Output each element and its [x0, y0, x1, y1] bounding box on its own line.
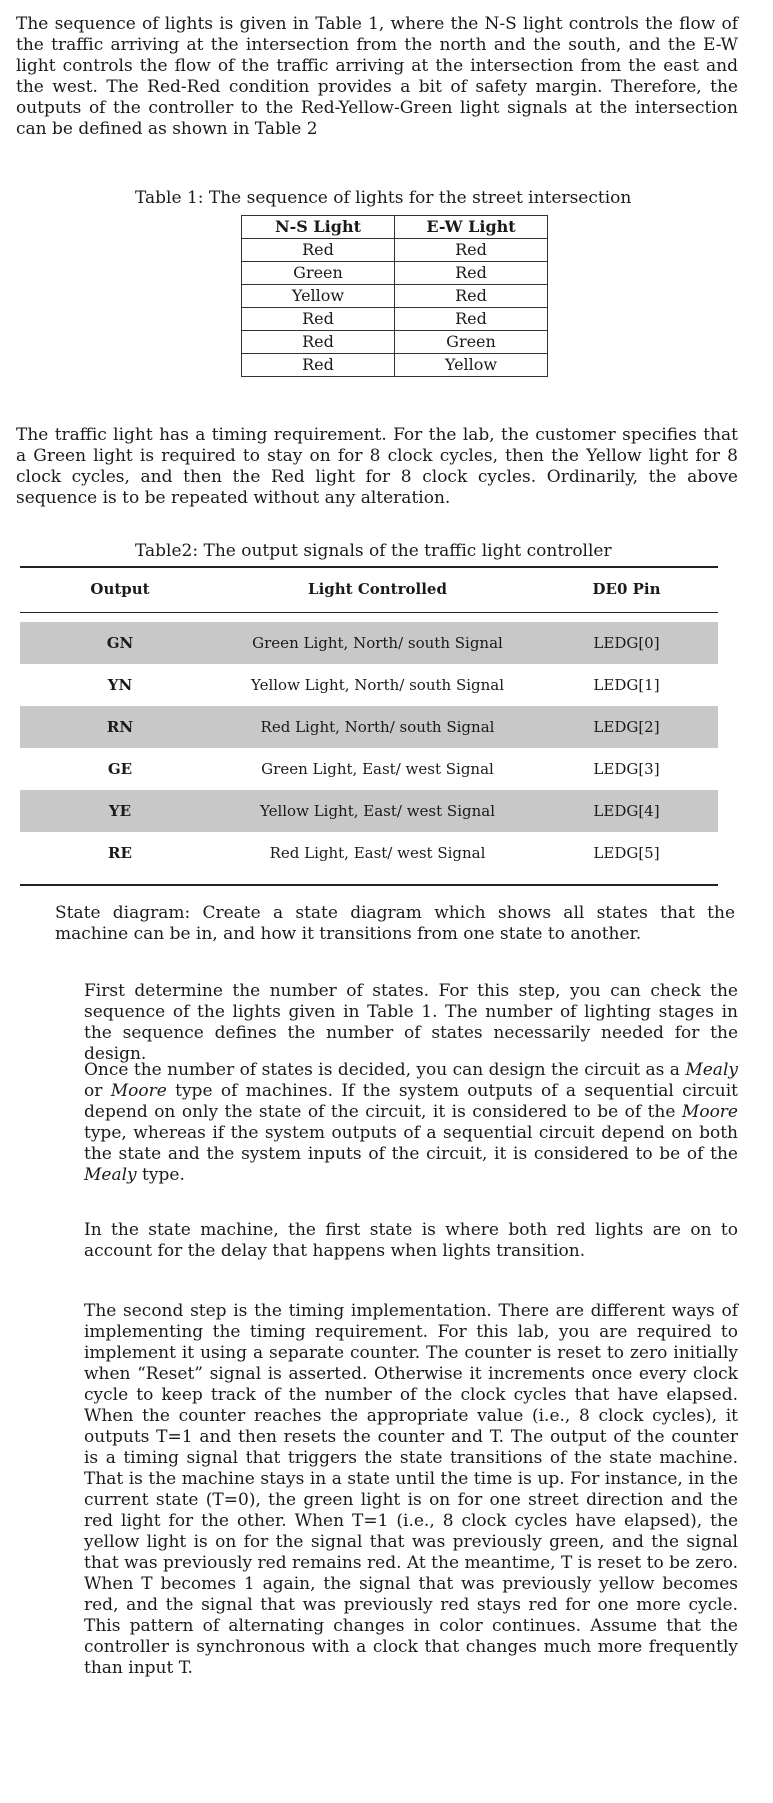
pin-cell: LEDG[4]: [535, 790, 718, 832]
output-cell: GN: [20, 622, 220, 664]
table-row: [20, 664, 718, 706]
table1-header-ns: N-S Light: [242, 216, 395, 239]
output-signals-table-frame: [20, 566, 718, 886]
table2-header-pin: DE0 Pin: [535, 568, 718, 612]
output-cell: GE: [107, 759, 133, 778]
first-state-paragraph: In the state machine, the first state is where both red lights are on to account for the delay that happens when lights transition.: [84, 1220, 738, 1261]
ew-cell: Yellow: [395, 354, 548, 377]
light-sequence-table: [241, 215, 548, 377]
table-row: [242, 308, 548, 331]
table-spacer: [20, 612, 718, 622]
output-cell: YE: [20, 790, 220, 832]
light-cell: Yellow Light, East/ west Signal: [220, 790, 535, 832]
table1-header-ew: E-W Light: [395, 216, 548, 239]
table-spacer: [20, 874, 718, 884]
output-cell: RE: [108, 843, 132, 862]
table-row: [242, 262, 548, 285]
table2-caption: Table2: The output signals of the traffic light controller: [135, 541, 612, 561]
pin-cell: LEDG[0]: [535, 622, 718, 664]
ew-cell: Green: [395, 331, 548, 354]
ew-cell: Red: [395, 285, 548, 308]
ns-cell: Red: [242, 331, 395, 354]
table-row: [20, 706, 718, 748]
table2-header-light: Light Controlled: [220, 568, 535, 612]
table2-header-output: Output: [20, 568, 220, 612]
table1-caption: Table 1: The sequence of lights for the street intersection: [135, 188, 632, 208]
mealy-term: Mealy: [685, 1060, 738, 1080]
mealy-term: Mealy: [84, 1165, 137, 1185]
table-row: [20, 748, 718, 790]
light-cell: Green Light, North/ south Signal: [220, 622, 535, 664]
ns-cell: Red: [242, 354, 395, 377]
table-row: [20, 790, 718, 832]
moore-term: Moore: [110, 1081, 167, 1101]
light-cell: Red Light, East/ west Signal: [269, 843, 486, 862]
ew-cell: Red: [395, 239, 548, 262]
timing-implementation-paragraph: The second step is the timing implementation. There are different ways of implementing the timing requirement. For this lab, you are required to implement it using a separate counter. The counter is reset to zero initially when “Reset” signal is asserted. Otherwise it increments once every clock cycle to keep track of the number of the clock cycles that have elapsed. When the counter reaches the appropriate value (i.e., 8 clock cycles), it outputs T=1 and then resets the counter and T. The output of the counter is a timing signal that triggers the state transitions of the state machine. That is the machine stays in a state until the time is up. For instance, in the current state (T=0), the green light is on for one street direction and the red light for the other. When T=1 (i.e., 8 clock cycles have elapsed), the yellow light is on for the signal that was previously green, and the signal that was previously red remains red. At the meantime, T is reset to be zero. When T becomes 1 again, the signal that was previously yellow becomes red, and the signal that was previously red stays red for one more cycle. This pattern of alternating changes in color continues. Assume that the controller is synchronous with a clock that changes much more frequently than input T.: [84, 1301, 738, 1678]
pin-cell: LEDG[2]: [535, 706, 718, 748]
intro-paragraph: The sequence of lights is given in Table 1, where the N-S light controls the flow of the traffic arriving at the intersection from the north and the south, and the E-W light controls the flow of the traffic arriving at the intersection from the east and the west. The Red-Red condition provides a bit of safety margin. Therefore, the outputs of the controller to the Red-Yellow-Green light signals at the intersection can be defined as shown in Table 2: [16, 14, 738, 139]
ns-cell: Green: [242, 262, 395, 285]
ew-cell: Red: [395, 262, 548, 285]
ns-cell: Red: [242, 308, 395, 331]
table-row: [242, 354, 548, 377]
pin-cell: LEDG[3]: [593, 759, 660, 778]
pin-cell: LEDG[5]: [593, 843, 660, 862]
table-row: [20, 832, 718, 874]
light-cell: Red Light, North/ south Signal: [220, 706, 535, 748]
number-of-states-paragraph: First determine the number of states. For this step, you can check the sequence of the lights given in Table 1. The number of lighting stages in the sequence defines the number of states necessarily needed for the design.: [84, 981, 738, 1064]
ns-cell: Red: [242, 239, 395, 262]
pin-cell: LEDG[1]: [593, 675, 660, 694]
moore-term: Moore: [681, 1102, 738, 1122]
output-signals-table: [20, 568, 718, 884]
output-cell: RN: [20, 706, 220, 748]
table-row: [242, 331, 548, 354]
machine-type-paragraph: Once the number of states is decided, you can design the circuit as a Mealy or Moore type of machines. If the system outputs of a sequential circuit depend on only the state of the circuit, it is considered to be of the Moore type, whereas if the system outputs of a sequential circuit depend on both the state and the system inputs of the circuit, it is considered to be of the Mealy type.: [84, 1060, 738, 1185]
state-diagram-paragraph: State diagram: Create a state diagram which shows all states that the machine can be in, and how it transitions from one state to another.: [55, 903, 735, 944]
ew-cell: Red: [395, 308, 548, 331]
timing-paragraph: The traffic light has a timing requirement. For the lab, the customer specifies that a Green light is required to stay on for 8 clock cycles, then the Yellow light for 8 clock cycles, and then the Red light for 8 clock cycles. Ordinarily, the above sequence is to be repeated without any alteration.: [16, 425, 738, 508]
table-row: [242, 285, 548, 308]
table-row: [20, 622, 718, 664]
light-cell: Yellow Light, North/ south Signal: [250, 675, 505, 694]
table-row: [242, 239, 548, 262]
light-cell: Green Light, East/ west Signal: [261, 759, 494, 778]
output-cell: YN: [107, 675, 133, 694]
ns-cell: Yellow: [242, 285, 395, 308]
